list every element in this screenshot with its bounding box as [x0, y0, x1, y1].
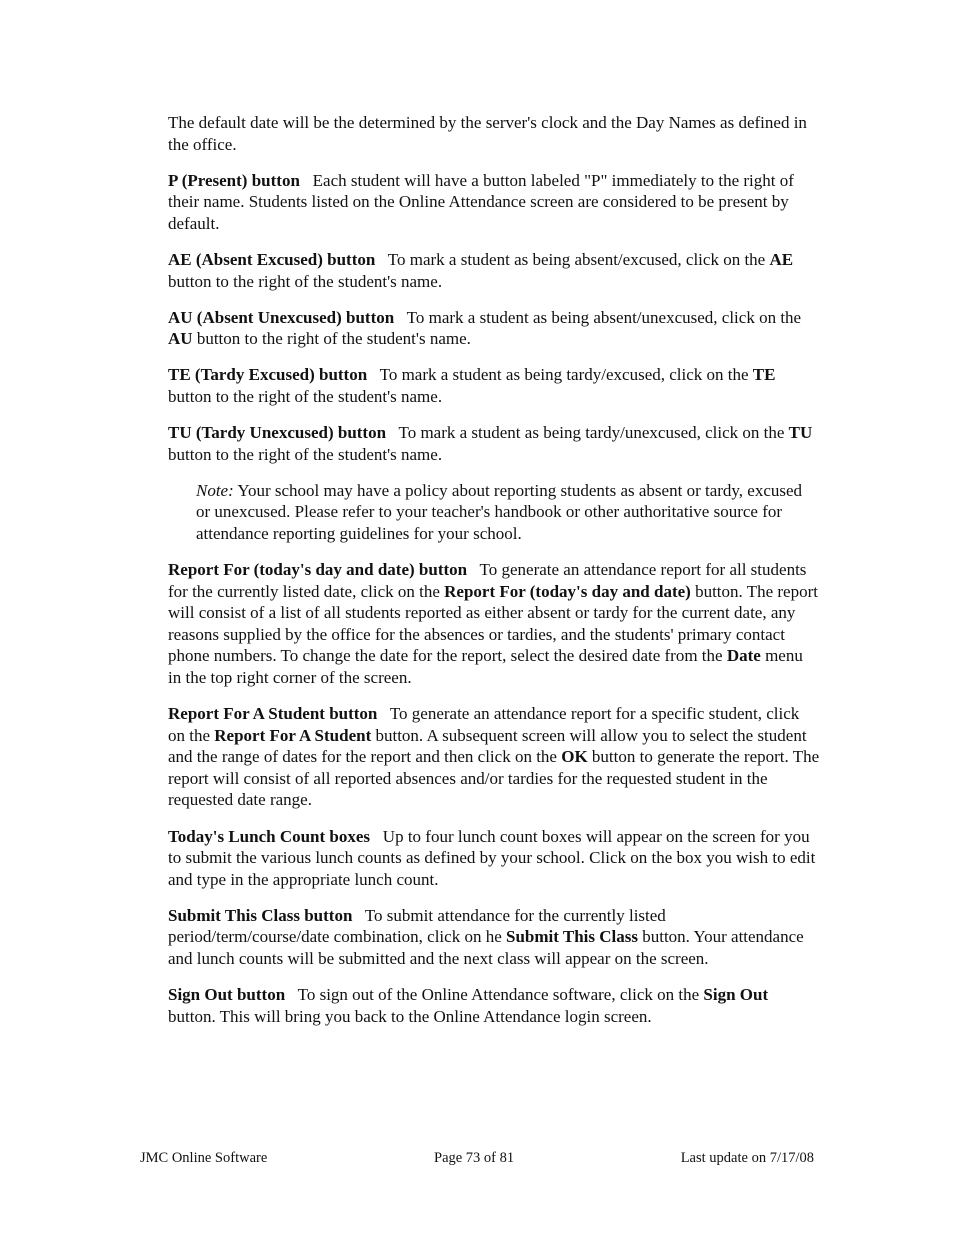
paragraph-text: To submit attendance for the currently listed period/term/course/date combination, click on he — [168, 905, 666, 947]
bold-term: Submit This Class — [506, 927, 638, 947]
paragraph-heading: TE (Tardy Excused) button — [168, 365, 368, 385]
paragraph-text: To mark a student as being absent/unexcused, click on the — [406, 307, 802, 327]
paragraph-text: button. A subsequent screen will allow you to select the student and the range of dates for the report and then click on the — [168, 725, 807, 767]
paragraph-text: To mark a student as being tardy/excused, click on the — [379, 365, 753, 385]
paragraph-lunch-count — [168, 826, 820, 891]
paragraph-heading: Report For A Student button — [168, 704, 378, 724]
paragraph-text: menu in the top right corner of the screen. — [168, 646, 803, 687]
paragraph-default-date — [168, 112, 820, 155]
paragraph-text: Up to four lunch count boxes will appear on the screen for you to submit the various lunch counts as defined by your school. Click on the box you wish to edit and type in the appropriate lunch count. — [168, 826, 816, 889]
paragraph-text: To generate an attendance report for all students for the currently listed date, click on the — [168, 560, 807, 601]
paragraph-tardy-unexcused-button — [168, 422, 820, 465]
paragraph-heading: P (Present) button — [168, 170, 300, 190]
paragraph-heading: Submit This Class button — [168, 905, 353, 925]
paragraph-report-for-student — [168, 703, 820, 811]
paragraph-text — [300, 171, 313, 190]
bold-term: Sign Out — [703, 985, 769, 1005]
paragraph-text — [394, 308, 406, 327]
paragraph-submit-class — [168, 905, 820, 970]
paragraph-text: button to the right of the student's name. — [168, 271, 443, 291]
paragraph-text: button to generate the report. The report will consist of all reported absences and/or tardies for the requested student in the requested date range. — [168, 747, 820, 810]
bold-term: AU — [168, 329, 193, 349]
paragraph-text: button. Your attendance and lunch counts will be submitted and the next class will appear on the screen. — [168, 927, 804, 968]
paragraph-text: button to the right of the student's name. — [192, 329, 471, 349]
footer-product-name: JMC Online Software — [140, 1150, 268, 1166]
bold-term: AE — [769, 249, 794, 269]
paragraph-tardy-excused-button — [168, 364, 820, 407]
paragraph-text: To generate an attendance report for a specific student, click on the — [168, 704, 800, 745]
bold-term: Date — [726, 646, 761, 666]
paragraph-text: Your school may have a policy about reporting students as absent or tardy, excused or unexcused. Please refer to your teacher's handbook or other authoritative source for attendance reporting guidelines for your school. — [196, 480, 803, 543]
bold-term: OK — [561, 747, 588, 767]
note-label: Note: — [196, 480, 234, 500]
paragraph-text — [377, 704, 389, 723]
bold-term: Report For (today's day and date) — [444, 581, 691, 601]
paragraph-text: Each student will have a button labeled "P" immediately to the right of their name. Students listed on the Online Attendance screen are considered to be present by default. — [168, 170, 794, 233]
paragraph-text — [386, 423, 398, 442]
bold-term: Report For A Student — [214, 725, 372, 745]
paragraph-text: To mark a student as being absent/excused, click on the — [387, 249, 770, 269]
paragraph-text: button to the right of the student's name. — [168, 444, 443, 464]
paragraph-heading: Report For (today's day and date) button — [168, 560, 468, 579]
paragraph-note — [196, 480, 816, 545]
footer-page-number: Page 73 of 81 — [434, 1150, 515, 1166]
paragraph-absent-excused-button — [168, 249, 820, 292]
paragraph-heading: Today's Lunch Count boxes — [168, 826, 371, 846]
document-body — [168, 112, 820, 1042]
paragraph-absent-unexcused-button — [168, 307, 820, 350]
paragraph-text — [375, 250, 387, 269]
paragraph-heading: AU (Absent Unexcused) button — [168, 307, 395, 327]
paragraph-text — [352, 906, 364, 925]
bold-term: TU — [788, 423, 813, 443]
paragraph-text — [370, 827, 383, 846]
paragraph-text: button to the right of the student's name. — [168, 386, 443, 406]
paragraph-text — [367, 365, 379, 384]
paragraph-heading: AE (Absent Excused) button — [168, 249, 376, 269]
bold-term: TE — [752, 365, 776, 385]
paragraph-heading: Sign Out button — [168, 985, 286, 1005]
paragraph-text: button. This will bring you back to the Online Attendance login screen. — [168, 1006, 652, 1026]
paragraph-text — [285, 985, 297, 1004]
paragraph-text: To mark a student as being tardy/unexcused, click on the — [398, 423, 789, 443]
paragraph-text: The default date will be the determined by the server's clock and the Day Names as defined in the office. — [168, 113, 807, 154]
footer-last-update: Last update on 7/17/08 — [680, 1150, 814, 1166]
paragraph-heading: TU (Tardy Unexcused) button — [168, 423, 387, 443]
paragraph-text: To sign out of the Online Attendance software, click on the — [297, 985, 704, 1005]
paragraph-present-button — [168, 170, 820, 235]
paragraph-text: button. The report will consist of a list of all students reported as either absent or tardy for the current date, any reasons supplied by the office for the absences or tardies, and the students' primary contact phone numbers. To change the date for the report, select the desired date from the — [168, 581, 818, 666]
paragraph-sign-out — [168, 984, 820, 1027]
paragraph-report-for-today — [168, 559, 820, 689]
paragraph-text — [467, 560, 479, 579]
